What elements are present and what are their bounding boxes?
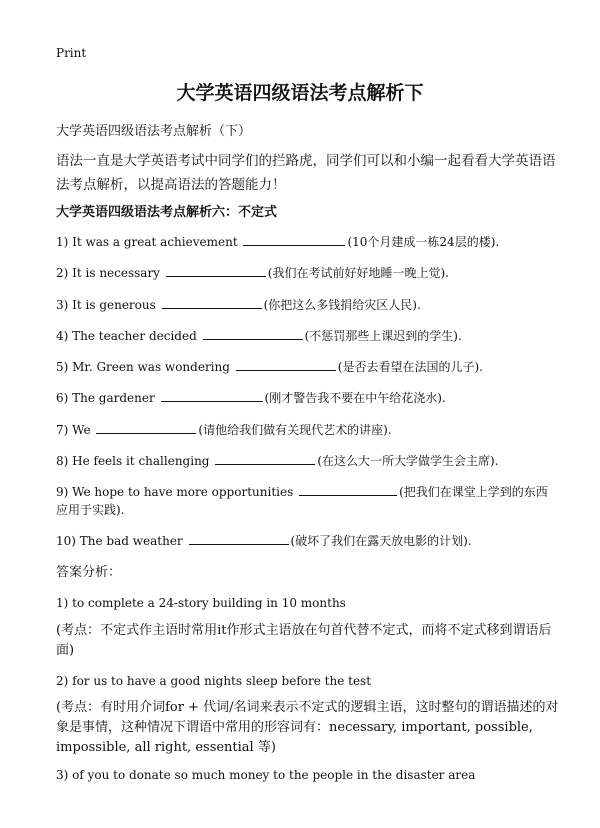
question-hint: (请他给我们做有关现代艺术的讲座). bbox=[198, 423, 392, 437]
print-label: Print bbox=[56, 46, 87, 60]
answer-blank bbox=[203, 327, 303, 340]
question-item bbox=[56, 532, 556, 550]
answer-blank bbox=[299, 483, 397, 496]
intro-paragraph: 语法一直是大学英语考试中同学们的拦路虎，同学们可以和小编一起看看大学英语语法考点解析，以提高语法的答题能力！ bbox=[56, 153, 556, 193]
question-hint: (是否去看望在法国的儿子). bbox=[337, 360, 483, 374]
question-hint: (把我们在课堂上学到的东西应用于实践). bbox=[56, 485, 548, 517]
question-prefix: 4) The teacher decided bbox=[56, 329, 197, 343]
question-prefix: 8) He feels it challenging bbox=[56, 454, 210, 468]
answer-blank bbox=[166, 264, 266, 277]
question-hint: (在这么大一所大学做学生会主席). bbox=[317, 454, 499, 468]
question-item bbox=[56, 327, 556, 345]
answer-line: 3) of you to donate so much money to the people in the disaster area bbox=[56, 768, 476, 782]
question-hint: (不惩罚那些上课迟到的学生). bbox=[304, 329, 462, 343]
question-hint: (破坏了我们在露天放电影的计划). bbox=[290, 534, 472, 548]
answer-line: 2) for us to have a good nights sleep before the test bbox=[56, 674, 372, 688]
question-prefix: 6) The gardener bbox=[56, 391, 155, 405]
answer-line: 1) to complete a 24-story building in 10 months bbox=[56, 596, 346, 610]
answer-analysis: (考点：不定式作主语时常用it作形式主语放在句首代替不定式，而将不定式移到谓语后面) bbox=[56, 623, 552, 658]
question-item bbox=[56, 389, 556, 407]
question-item bbox=[56, 233, 556, 251]
answer-blank bbox=[215, 452, 315, 465]
question-item bbox=[56, 421, 556, 439]
answer-blank bbox=[96, 421, 196, 434]
question-item bbox=[56, 296, 556, 314]
answer-blank bbox=[236, 358, 336, 371]
question-prefix: 2) It is necessary bbox=[56, 266, 160, 280]
answers-title: 答案分析： bbox=[56, 565, 122, 580]
question-prefix: 9) We hope to have more opportunities bbox=[56, 485, 294, 499]
subtitle: 大学英语四级语法考点解析（下） bbox=[56, 124, 252, 139]
question-item bbox=[56, 483, 556, 519]
question-prefix: 7) We bbox=[56, 423, 91, 437]
answer-analysis: (考点：有时用介词for + 代词/名词来表示不定式的逻辑主语，这时整句的谓语描述的对象是事情，这种情况下谓语中常用的形容词有：necessary, important, possible, impossible, all right, essential 等) bbox=[56, 700, 559, 755]
answer-blank bbox=[162, 296, 262, 309]
question-item bbox=[56, 358, 556, 376]
question-hint: (刚才警告我不要在中午给花浇水). bbox=[264, 391, 446, 405]
question-prefix: 10) The bad weather bbox=[56, 534, 183, 548]
answer-blank bbox=[161, 389, 263, 402]
question-item bbox=[56, 264, 556, 282]
question-item bbox=[56, 452, 556, 470]
question-prefix: 1) It was a great achievement bbox=[56, 235, 238, 249]
answer-blank bbox=[189, 532, 289, 545]
question-hint: (你把这么多钱捐给灾区人民). bbox=[263, 298, 421, 312]
question-hint: (10个月建成一栋24层的楼). bbox=[347, 235, 500, 249]
section-title: 大学英语四级语法考点解析六：不定式 bbox=[56, 205, 278, 220]
question-prefix: 5) Mr. Green was wondering bbox=[56, 360, 230, 374]
answer-blank bbox=[243, 233, 345, 246]
question-prefix: 3) It is generous bbox=[56, 298, 156, 312]
question-hint: (我们在考试前好好地睡一晚上觉). bbox=[267, 266, 449, 280]
page-title: 大学英语四级语法考点解析下 bbox=[176, 82, 424, 104]
